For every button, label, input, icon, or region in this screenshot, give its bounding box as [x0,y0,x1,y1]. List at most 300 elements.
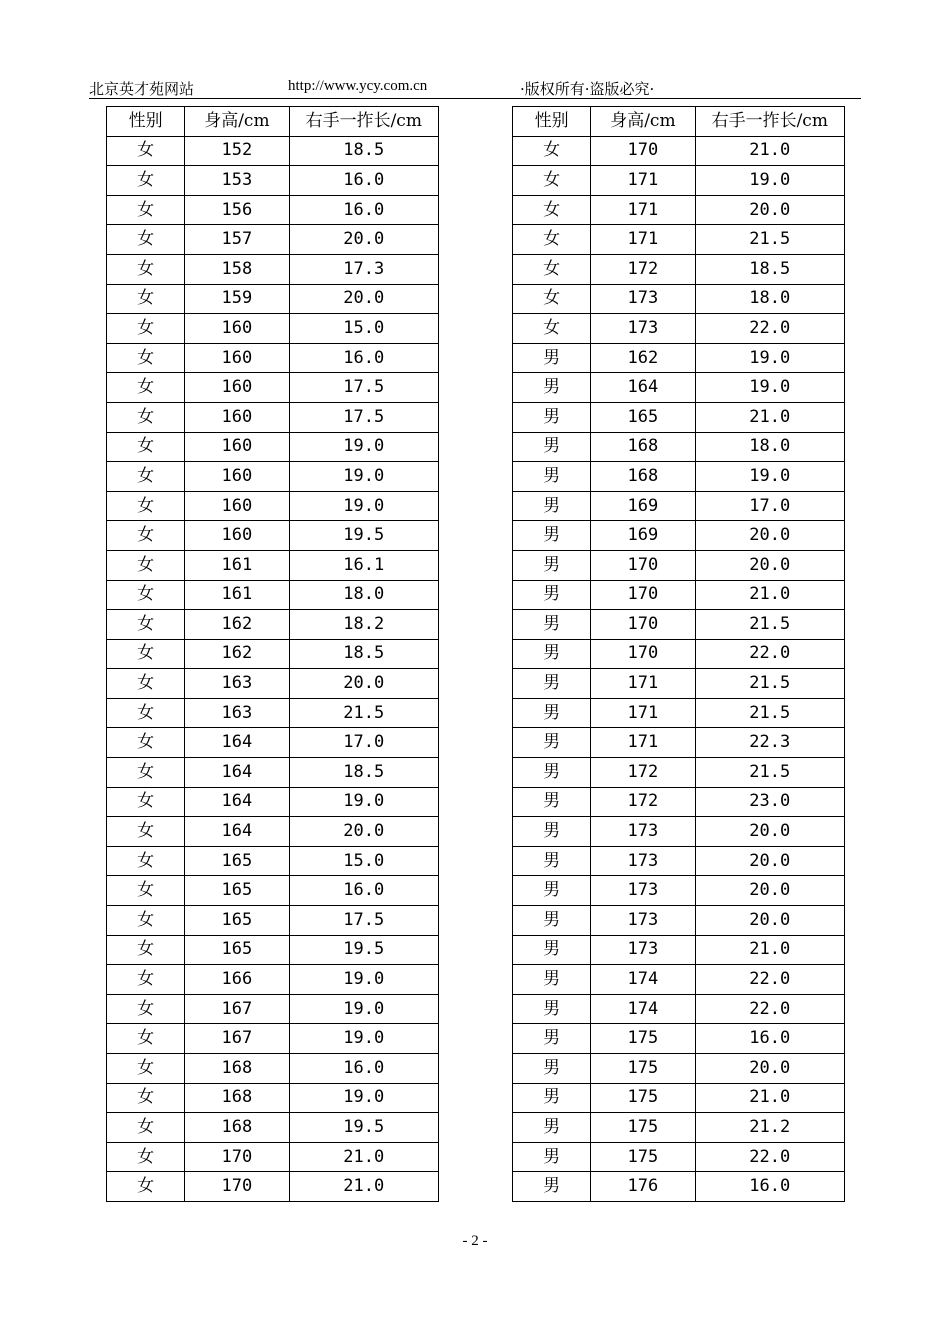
table-row [513,462,845,492]
header-site-name: 北京英才苑网站 [89,80,195,98]
table-row [513,254,845,284]
height-cell: 160 [185,343,289,373]
height-cell: 160 [185,491,289,521]
header-copyright: ·版权所有·盗版必究· [520,80,655,98]
span-cell: 20.0 [695,876,844,906]
span-cell: 21.5 [695,225,844,255]
table-row [107,639,439,669]
span-cell: 19.0 [695,343,844,373]
span-cell: 21.5 [695,610,844,640]
span-cell: 21.0 [695,402,844,432]
table-row [513,136,845,166]
height-cell: 153 [185,166,289,196]
table-row [107,906,439,936]
span-cell: 16.0 [289,876,438,906]
span-cell: 16.0 [695,1172,844,1202]
height-cell: 171 [591,195,695,225]
span-cell: 21.0 [695,136,844,166]
gender-cell: 男 [513,846,591,876]
table-row [107,698,439,728]
span-cell: 18.0 [289,580,438,610]
span-cell: 19.0 [289,491,438,521]
height-cell: 164 [185,817,289,847]
height-cell: 173 [591,876,695,906]
gender-cell: 女 [107,343,185,373]
span-cell: 17.0 [289,728,438,758]
gender-cell: 女 [107,698,185,728]
table-row [513,787,845,817]
table-row [107,1054,439,1084]
gender-cell: 女 [107,669,185,699]
gender-cell: 男 [513,1172,591,1202]
gender-cell: 女 [107,462,185,492]
gender-cell: 女 [107,1024,185,1054]
span-cell: 19.0 [289,994,438,1024]
page-number: - 2 - [462,1233,488,1249]
gender-cell: 男 [513,965,591,995]
gender-cell: 女 [107,195,185,225]
gender-cell: 男 [513,521,591,551]
height-cell: 165 [185,935,289,965]
gender-cell: 女 [107,1142,185,1172]
span-cell: 16.1 [289,550,438,580]
gender-cell: 女 [107,166,185,196]
gender-cell: 男 [513,698,591,728]
data-table-right [512,106,845,1202]
table-row [107,195,439,225]
table-row [107,965,439,995]
header-url: http://www.ycy.com.cn [288,78,428,94]
table-row [513,343,845,373]
gender-cell: 女 [107,787,185,817]
gender-cell: 男 [513,550,591,580]
span-cell: 20.0 [695,846,844,876]
gender-cell: 女 [107,758,185,788]
gender-cell: 男 [513,906,591,936]
span-cell: 18.0 [695,432,844,462]
span-cell: 20.0 [289,225,438,255]
height-cell: 170 [185,1172,289,1202]
column-header-span: 右手一拃长/cm [695,107,844,137]
height-cell: 164 [185,728,289,758]
span-cell: 19.0 [289,965,438,995]
height-cell: 171 [591,166,695,196]
span-cell: 15.0 [289,846,438,876]
gender-cell: 女 [107,610,185,640]
table-row [513,728,845,758]
table-row [513,195,845,225]
height-cell: 174 [591,994,695,1024]
height-cell: 168 [185,1054,289,1084]
span-cell: 17.5 [289,906,438,936]
gender-cell: 男 [513,462,591,492]
height-cell: 160 [185,462,289,492]
gender-cell: 男 [513,580,591,610]
height-cell: 167 [185,1024,289,1054]
gender-cell: 男 [513,669,591,699]
height-cell: 165 [591,402,695,432]
gender-cell: 女 [107,906,185,936]
span-cell: 16.0 [695,1024,844,1054]
table-row [107,521,439,551]
height-cell: 173 [591,906,695,936]
table-row [513,432,845,462]
table-row [107,432,439,462]
gender-cell: 男 [513,343,591,373]
height-cell: 152 [185,136,289,166]
height-cell: 175 [591,1024,695,1054]
height-cell: 170 [185,1142,289,1172]
table-row [107,462,439,492]
span-cell: 20.0 [289,817,438,847]
height-cell: 171 [591,225,695,255]
table-row [513,817,845,847]
span-cell: 22.0 [695,639,844,669]
height-cell: 165 [185,876,289,906]
span-cell: 22.3 [695,728,844,758]
span-cell: 19.0 [289,432,438,462]
height-cell: 168 [591,462,695,492]
height-cell: 161 [185,580,289,610]
height-cell: 176 [591,1172,695,1202]
column-header-height: 身高/cm [591,107,695,137]
table-row [513,758,845,788]
gender-cell: 女 [107,225,185,255]
gender-cell: 女 [107,994,185,1024]
span-cell: 22.0 [695,965,844,995]
table-row [107,787,439,817]
gender-cell: 男 [513,1024,591,1054]
span-cell: 20.0 [289,284,438,314]
gender-cell: 女 [513,254,591,284]
gender-cell: 女 [107,314,185,344]
table-row [513,491,845,521]
span-cell: 18.0 [695,284,844,314]
table-row [513,669,845,699]
table-row [513,521,845,551]
span-cell: 21.2 [695,1113,844,1143]
gender-cell: 男 [513,610,591,640]
span-cell: 21.0 [695,935,844,965]
gender-cell: 男 [513,402,591,432]
gender-cell: 男 [513,373,591,403]
table-row [107,610,439,640]
table-row [107,846,439,876]
gender-cell: 女 [107,876,185,906]
gender-cell: 男 [513,1142,591,1172]
table-row [513,1024,845,1054]
gender-cell: 女 [513,225,591,255]
header-divider [89,98,861,99]
gender-cell: 男 [513,432,591,462]
table-row [107,817,439,847]
table-row [107,758,439,788]
height-cell: 162 [185,639,289,669]
span-cell: 19.5 [289,521,438,551]
table-row [107,669,439,699]
table-row [107,580,439,610]
gender-cell: 女 [107,817,185,847]
height-cell: 173 [591,314,695,344]
table-row [513,314,845,344]
span-cell: 17.5 [289,402,438,432]
span-cell: 18.5 [289,136,438,166]
span-cell: 21.0 [695,1083,844,1113]
height-cell: 170 [591,136,695,166]
table-row [513,166,845,196]
table-row [107,1083,439,1113]
span-cell: 21.5 [695,698,844,728]
table-row [107,1024,439,1054]
gender-cell: 男 [513,935,591,965]
gender-cell: 女 [107,1113,185,1143]
gender-cell: 女 [107,846,185,876]
height-cell: 174 [591,965,695,995]
table-row [513,610,845,640]
height-cell: 164 [185,758,289,788]
height-cell: 175 [591,1142,695,1172]
span-cell: 16.0 [289,1054,438,1084]
height-cell: 160 [185,314,289,344]
height-cell: 172 [591,787,695,817]
height-cell: 170 [591,550,695,580]
table-row [513,935,845,965]
table-header-row [107,107,439,137]
gender-cell: 男 [513,787,591,817]
gender-cell: 女 [107,580,185,610]
table-row [513,1172,845,1202]
span-cell: 19.0 [289,787,438,817]
span-cell: 20.0 [695,521,844,551]
height-cell: 172 [591,758,695,788]
height-cell: 169 [591,491,695,521]
height-cell: 164 [591,373,695,403]
height-cell: 171 [591,728,695,758]
table-row [107,314,439,344]
height-cell: 157 [185,225,289,255]
table-row [513,580,845,610]
gender-cell: 女 [107,965,185,995]
height-cell: 172 [591,254,695,284]
span-cell: 20.0 [695,817,844,847]
height-cell: 159 [185,284,289,314]
span-cell: 17.3 [289,254,438,284]
table-row [107,166,439,196]
gender-cell: 女 [107,1083,185,1113]
gender-cell: 女 [107,432,185,462]
gender-cell: 女 [107,373,185,403]
span-cell: 18.5 [695,254,844,284]
table-row [513,225,845,255]
span-cell: 22.0 [695,994,844,1024]
gender-cell: 女 [513,136,591,166]
height-cell: 170 [591,580,695,610]
column-header-height: 身高/cm [185,107,289,137]
height-cell: 165 [185,846,289,876]
column-header-gender: 性别 [513,107,591,137]
span-cell: 20.0 [695,195,844,225]
table-row [107,284,439,314]
span-cell: 16.0 [289,166,438,196]
height-cell: 168 [591,432,695,462]
height-cell: 160 [185,432,289,462]
table-row [513,402,845,432]
table-row [107,225,439,255]
span-cell: 19.0 [695,462,844,492]
table-row [107,1113,439,1143]
table-row [513,846,845,876]
table-row [107,550,439,580]
span-cell: 19.0 [695,166,844,196]
gender-cell: 女 [107,1172,185,1202]
table-row [107,491,439,521]
span-cell: 18.2 [289,610,438,640]
table-row [513,965,845,995]
gender-cell: 男 [513,639,591,669]
span-cell: 20.0 [695,1054,844,1084]
span-cell: 16.0 [289,195,438,225]
height-cell: 168 [185,1113,289,1143]
gender-cell: 女 [513,195,591,225]
table-row [107,373,439,403]
gender-cell: 男 [513,758,591,788]
span-cell: 20.0 [289,669,438,699]
table-row [107,994,439,1024]
gender-cell: 女 [513,314,591,344]
gender-cell: 女 [107,1054,185,1084]
height-cell: 168 [185,1083,289,1113]
height-cell: 171 [591,698,695,728]
table-row [107,876,439,906]
span-cell: 17.5 [289,373,438,403]
table-row [107,1172,439,1202]
height-cell: 165 [185,906,289,936]
height-cell: 175 [591,1113,695,1143]
table-row [513,906,845,936]
data-table-left [106,106,439,1202]
span-cell: 20.0 [695,550,844,580]
gender-cell: 女 [107,254,185,284]
gender-cell: 女 [107,639,185,669]
table-row [107,1142,439,1172]
table-row [107,728,439,758]
table-row [513,698,845,728]
table-header-row [513,107,845,137]
table-row [513,550,845,580]
height-cell: 156 [185,195,289,225]
gender-cell: 男 [513,1083,591,1113]
height-cell: 169 [591,521,695,551]
span-cell: 17.0 [695,491,844,521]
height-cell: 162 [591,343,695,373]
table-row [107,402,439,432]
height-cell: 170 [591,610,695,640]
table-row [513,1142,845,1172]
height-cell: 164 [185,787,289,817]
gender-cell: 女 [107,284,185,314]
table-row [513,1083,845,1113]
height-cell: 160 [185,521,289,551]
table-row [513,1113,845,1143]
height-cell: 163 [185,698,289,728]
gender-cell: 女 [107,935,185,965]
gender-cell: 女 [107,521,185,551]
gender-cell: 男 [513,994,591,1024]
height-cell: 158 [185,254,289,284]
height-cell: 170 [591,639,695,669]
span-cell: 19.0 [289,1024,438,1054]
height-cell: 173 [591,817,695,847]
table-row [513,994,845,1024]
span-cell: 20.0 [695,906,844,936]
table-row [107,254,439,284]
height-cell: 160 [185,373,289,403]
gender-cell: 男 [513,491,591,521]
span-cell: 18.5 [289,758,438,788]
height-cell: 173 [591,284,695,314]
span-cell: 21.0 [695,580,844,610]
span-cell: 19.0 [695,373,844,403]
column-header-gender: 性别 [107,107,185,137]
span-cell: 18.5 [289,639,438,669]
height-cell: 163 [185,669,289,699]
table-row [513,639,845,669]
gender-cell: 女 [107,402,185,432]
span-cell: 21.5 [695,669,844,699]
span-cell: 16.0 [289,343,438,373]
span-cell: 21.5 [695,758,844,788]
gender-cell: 男 [513,1054,591,1084]
gender-cell: 女 [107,491,185,521]
height-cell: 162 [185,610,289,640]
height-cell: 166 [185,965,289,995]
table-row [513,1054,845,1084]
gender-cell: 女 [107,136,185,166]
gender-cell: 女 [513,284,591,314]
table-row [513,373,845,403]
table-row [107,136,439,166]
height-cell: 171 [591,669,695,699]
gender-cell: 男 [513,876,591,906]
gender-cell: 女 [513,166,591,196]
gender-cell: 女 [107,550,185,580]
height-cell: 167 [185,994,289,1024]
span-cell: 15.0 [289,314,438,344]
gender-cell: 男 [513,728,591,758]
height-cell: 160 [185,402,289,432]
span-cell: 21.5 [289,698,438,728]
span-cell: 22.0 [695,314,844,344]
span-cell: 19.5 [289,935,438,965]
column-header-span: 右手一拃长/cm [289,107,438,137]
span-cell: 23.0 [695,787,844,817]
span-cell: 21.0 [289,1142,438,1172]
span-cell: 19.0 [289,1083,438,1113]
page-header [89,76,861,98]
table-row [513,876,845,906]
table-row [513,284,845,314]
table-row [107,343,439,373]
height-cell: 173 [591,935,695,965]
table-row [107,935,439,965]
span-cell: 19.5 [289,1113,438,1143]
span-cell: 19.0 [289,462,438,492]
span-cell: 21.0 [289,1172,438,1202]
gender-cell: 男 [513,817,591,847]
height-cell: 175 [591,1054,695,1084]
height-cell: 175 [591,1083,695,1113]
height-cell: 173 [591,846,695,876]
